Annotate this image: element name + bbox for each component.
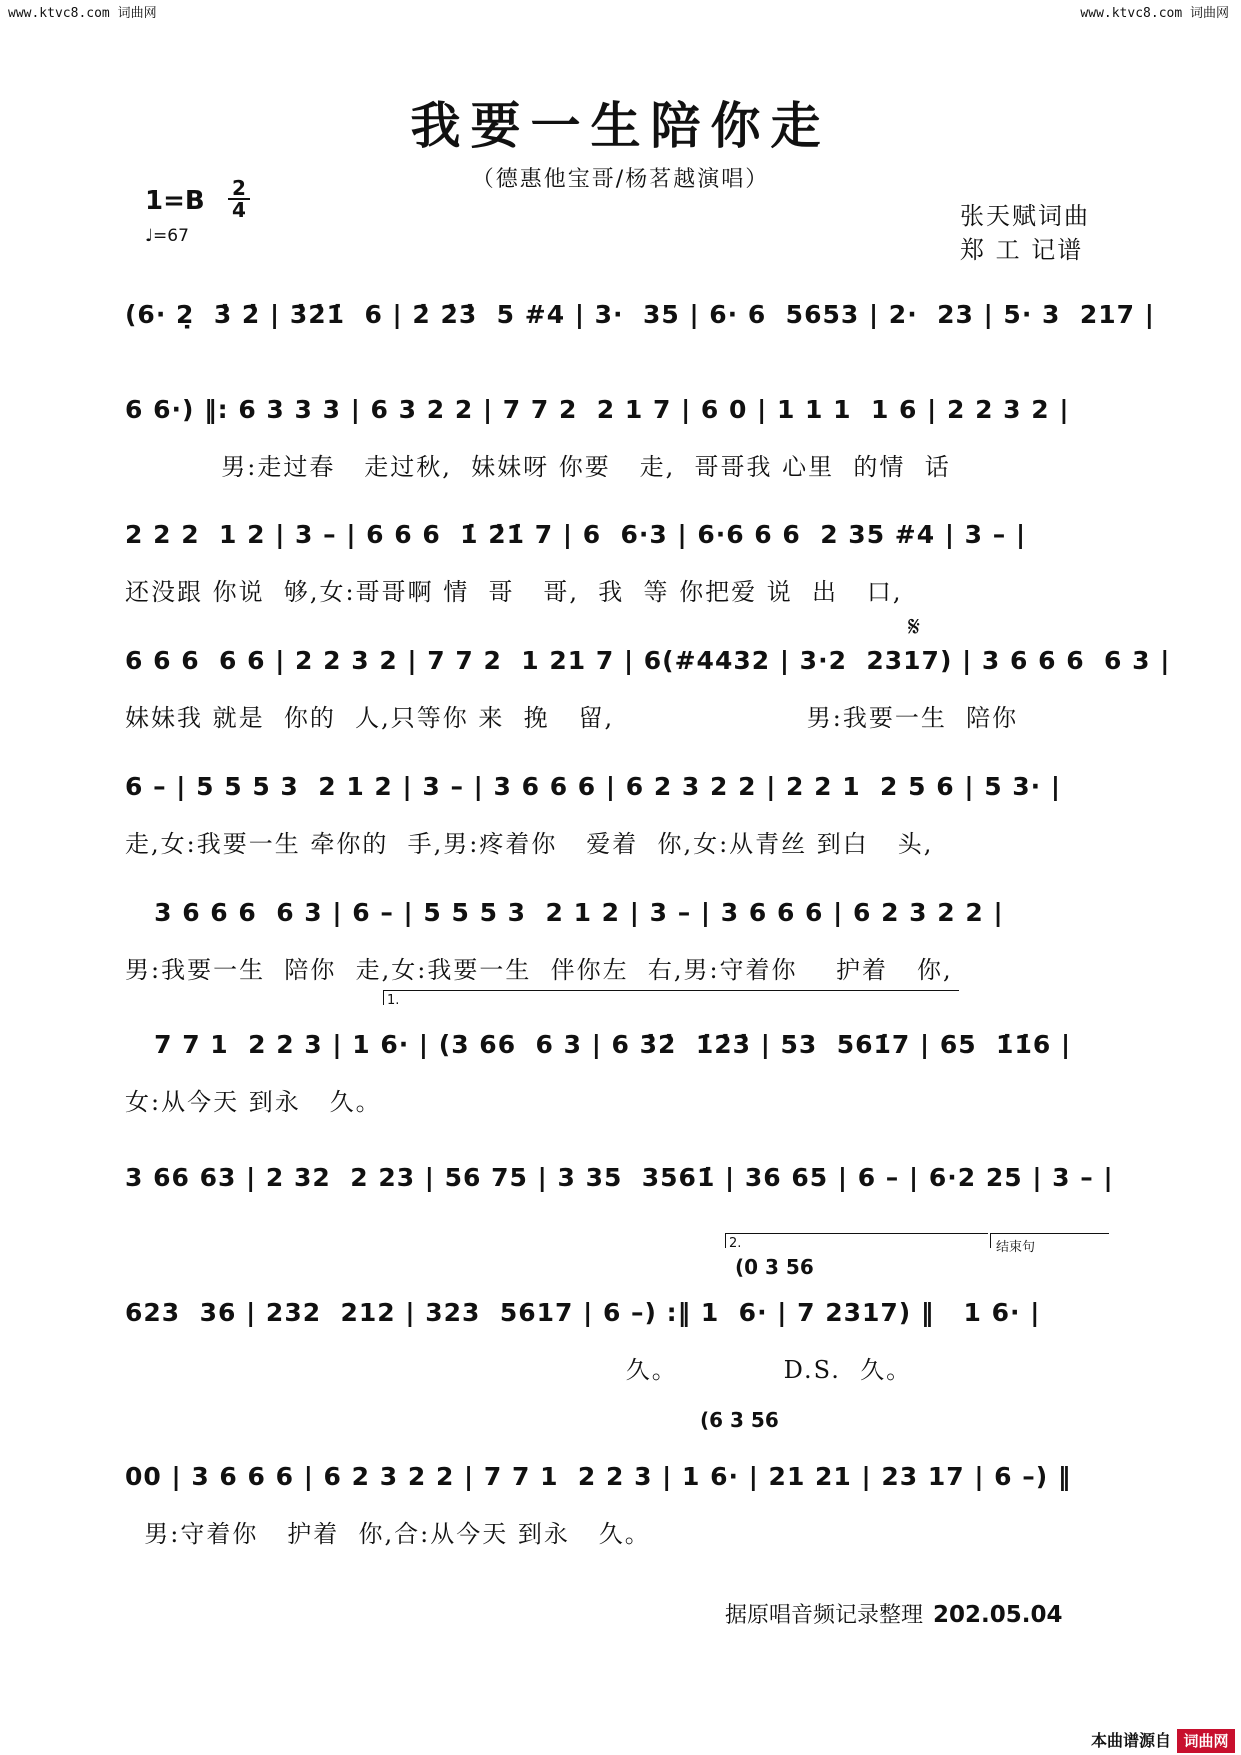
lyric-row-9: 久。 D.S. 久。: [125, 1356, 913, 1384]
notes-row-2: 6 6·) ‖: 6 3 3 3 | 6 3 2 2 | 7 7 2 2 1 7 | 6 0 | 1 1 1 1 6 | 2 2 3 2 |: [125, 395, 1070, 424]
transcription-date: 202.05.04: [933, 1602, 1063, 1628]
notes-row-10: 00 | 3 6 6 6 | 6 2 3 2 2 | 7 7 1 2 2 3 | 1 6· | 21 21 | 23 17 | 6 –) ‖: [125, 1462, 1072, 1491]
coda-label: 结束句: [996, 1240, 1036, 1255]
song-subtitle: （德惠他宝哥/杨茗越演唱）: [471, 167, 770, 192]
site-header-left: www.ktvc8.com 词曲网: [8, 6, 157, 21]
final-pickup-notes: (6 3 56: [700, 1408, 779, 1432]
lyric-row-5: 走,女:我要一生 牵你的 手,男:疼着你 爱着 你,女:从青丝 到白 头,: [125, 830, 934, 858]
notes-row-5: 6 – | 5 5 5 3 2 1 2 | 3 – | 3 6 6 6 | 6 2 3 2 2 | 2 2 1 2 5 6 | 5 3· |: [125, 772, 1062, 801]
lyric-row-10: 男:守着你 护着 你,合:从今天 到永 久。: [125, 1520, 651, 1548]
lyric-row-3: 还没跟 你说 够,女:哥哥啊 情 哥 哥, 我 等 你把爱 说 出 口,: [125, 578, 903, 606]
notes-row-8: 3 66 63 | 2 32 2 23 | 56 75 | 3 35 3561̇ | 36 65 | 6 – | 6·2 25 | 3 – |: [125, 1163, 1114, 1192]
time-signature-top: 2: [232, 176, 246, 200]
segno-sign: 𝄋: [908, 610, 921, 643]
first-ending-label: 1.: [387, 993, 400, 1008]
notes-row-1: (6· 2̣ 3̇ 2̇ | 3̇2̇1̇ 6 | 2̇ 2̇3̇ 5 #4 | 3· 35 | 6· 6 5653 | 2· 23 | 5· 3 217 |: [125, 300, 1155, 329]
lyric-row-6: 男:我要一生 陪你 走,女:我要一生 伴你左 右,男:守着你 护着 你,: [125, 956, 953, 984]
second-ending-bracket: [725, 1233, 988, 1248]
transcription-note-text: 据原唱音频记录整理: [725, 1603, 924, 1628]
time-signature-bottom: 4: [232, 198, 246, 222]
first-ending-bracket: [383, 990, 959, 1005]
credit-lyricist-composer: 张天赋词曲: [960, 202, 1090, 230]
key-signature: 1=B: [145, 186, 205, 216]
notes-row-4: 6 6 6 6 6 | 2 2 3 2 | 7 7 2 1 21 7 | 6(#4432 | 3·2 2317) | 3 6 6 6 6 3 |: [125, 646, 1171, 675]
tempo-marking: ♩=67: [145, 226, 189, 246]
second-ending-label: 2.: [729, 1236, 742, 1251]
time-signature: [228, 178, 250, 220]
notes-row-6: 3 6 6 6 6 3 | 6 – | 5 5 5 3 2 1 2 | 3 – | 3 6 6 6 | 6 2 3 2 2 |: [125, 898, 1004, 927]
ending2-pickup-notes: (0 3 56: [735, 1255, 814, 1279]
song-title: 我要一生陪你走: [410, 96, 831, 155]
lyric-row-2: 男:走过春 走过秋, 妹妹呀 你要 走, 哥哥我 心里 的情 话: [125, 453, 951, 481]
site-header-right: www.ktvc8.com 词曲网: [1080, 6, 1229, 21]
credit-transcriber: 郑 工 记谱: [960, 236, 1084, 264]
site-logo[interactable]: 词曲网: [1177, 1729, 1235, 1753]
notes-row-9: 623 36 | 232 212 | 323 5617 | 6 –) :‖ 1 6· | 7 2317) ‖ 1 6· |: [125, 1298, 1041, 1327]
lyric-row-4: 妹妹我 就是 你的 人,只等你 来 挽 留, 男:我要一生 陪你: [125, 704, 1019, 732]
notes-row-3: 2 2 2 1 2 | 3 – | 6 6 6 1̇ 2̇1̇ 7 | 6 6·3 | 6·6 6 6 2 35 #4 | 3 – |: [125, 520, 1027, 549]
lyric-row-7: 女:从今天 到永 久。: [125, 1088, 382, 1116]
source-label: 本曲谱源自: [1090, 1731, 1171, 1750]
notes-row-7: 7 7 1 2 2 3 | 1 6· | (3 66 6 3 | 6 3̇2̇ 1̇2̇3̇ | 53 561̇7 | 65 1̇1̇6 |: [125, 1030, 1072, 1059]
transcription-note: [725, 1598, 1063, 1629]
